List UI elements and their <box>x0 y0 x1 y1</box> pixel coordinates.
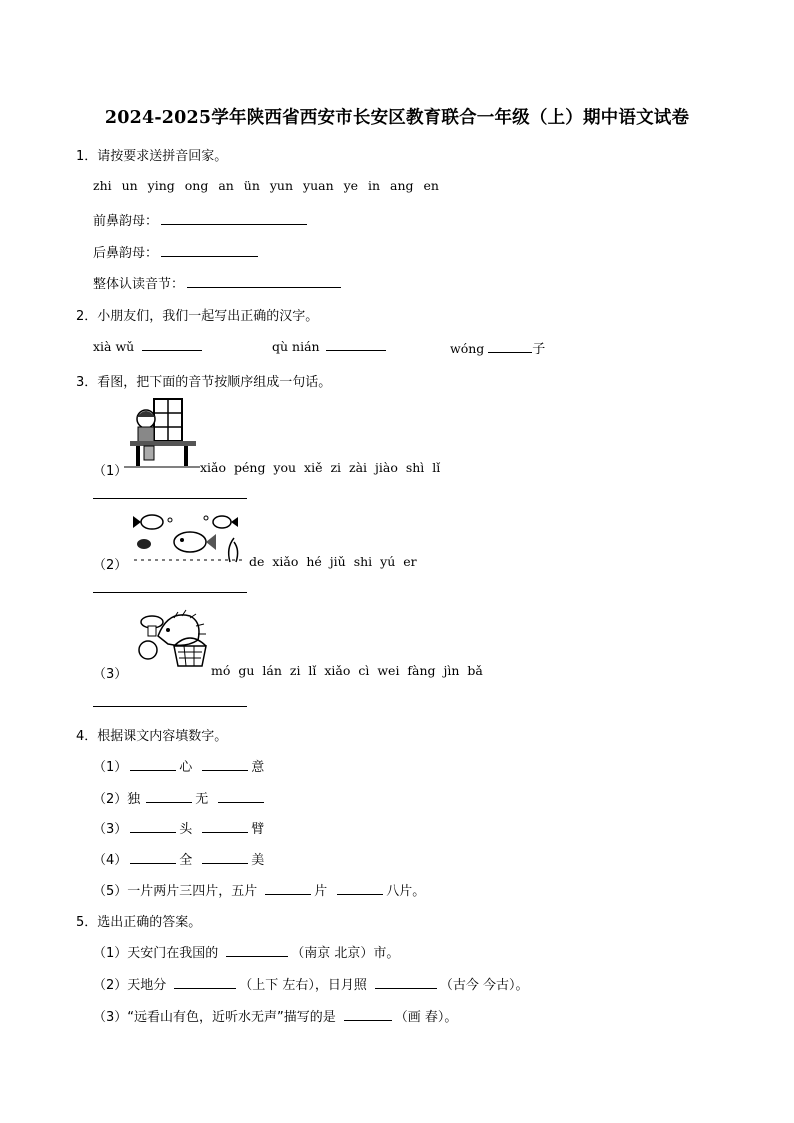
q5-item-1-suffix: （南京 北京）市。 <box>291 946 400 961</box>
q4-item-3-char-a: 头 <box>179 822 193 837</box>
q4-item-1-number: （1） <box>93 760 128 775</box>
q3-sentence-2-number: （2） <box>93 558 128 573</box>
whole-syllable-row <box>93 273 344 292</box>
q4-item-1-char-a: 心 <box>179 760 193 775</box>
q4-item-3 <box>93 818 264 837</box>
child-writing-picture <box>124 397 200 469</box>
question-3-stem: 3．看图，把下面的音节按顺序组成一句话。 <box>76 375 332 390</box>
question-5-stem: 5．选出正确的答案。 <box>76 915 202 930</box>
q3-sentence-3-number: （3） <box>93 667 128 682</box>
q4-item-1-blank-b[interactable] <box>202 758 248 771</box>
q4-item-1 <box>93 756 264 775</box>
q2-item-2-pinyin: qù nián <box>272 339 320 354</box>
q3-sentence-1 <box>93 460 441 479</box>
whole-syllable-blank[interactable] <box>187 275 341 288</box>
q4-item-2 <box>93 788 267 807</box>
q5-item-3-prefix: （3）“远看山有色，近听水无声”描写的是 <box>93 1010 336 1025</box>
q5-item-2-middle: （上下 左右），日月照 <box>239 978 367 993</box>
q4-item-3-blank-a[interactable] <box>130 820 176 833</box>
q5-item-1-prefix: （1）天安门在我国的 <box>93 946 219 961</box>
q5-item-3-blank[interactable] <box>344 1008 392 1021</box>
q2-item-1-blank[interactable] <box>142 338 202 351</box>
q5-item-3 <box>93 1006 457 1025</box>
q3-sentence-1-number: （1） <box>93 464 128 479</box>
q4-item-3-char-b: 臂 <box>251 822 265 837</box>
q2-item-2-blank[interactable] <box>326 338 386 351</box>
q2-item-1 <box>93 338 205 355</box>
q5-item-3-suffix: （画 春）。 <box>394 1010 458 1025</box>
q4-item-5-blank-a[interactable] <box>265 882 311 895</box>
q4-item-3-blank-b[interactable] <box>202 820 248 833</box>
q4-item-4 <box>93 849 264 868</box>
q4-item-3-number: （3） <box>93 822 128 837</box>
q5-item-2-prefix: （2）天地分 <box>93 978 167 993</box>
whole-syllable-label: 整体认读音节： <box>93 277 185 292</box>
q5-item-2-suffix: （古今 今古）。 <box>439 978 529 993</box>
q4-item-4-char-a: 全 <box>179 853 193 868</box>
q5-item-2-blank-b[interactable] <box>375 976 437 989</box>
q4-item-5-blank-b[interactable] <box>337 882 383 895</box>
q5-item-1 <box>93 942 399 961</box>
back-nasal-row <box>93 242 261 261</box>
q3-sentence-3 <box>93 663 483 682</box>
front-nasal-label: 前鼻韵母： <box>93 214 159 229</box>
q5-item-2 <box>93 974 529 993</box>
q4-item-4-char-b: 美 <box>251 853 265 868</box>
q2-item-3-blank[interactable] <box>488 340 532 353</box>
q4-item-4-blank-a[interactable] <box>130 851 176 864</box>
q3-answer-line-2[interactable] <box>93 592 247 593</box>
q5-item-2-blank-a[interactable] <box>174 976 236 989</box>
q4-item-1-blank-a[interactable] <box>130 758 176 771</box>
back-nasal-label: 后鼻韵母： <box>93 246 159 261</box>
q2-item-3 <box>450 338 545 357</box>
question-1-stem: 1．请按要求送拼音回家。 <box>76 149 228 164</box>
question-4-stem: 4．根据课文内容填数字。 <box>76 729 228 744</box>
q4-item-2-number: （2）独 <box>93 792 141 807</box>
q4-item-4-blank-b[interactable] <box>202 851 248 864</box>
question-2-stem: 2．小朋友们，我们一起写出正确的汉字。 <box>76 309 319 324</box>
q4-item-2-blank-b[interactable] <box>218 790 264 803</box>
q3-sentence-1-pinyin: xiǎo péng you xiě zi zài jiào shì lǐ <box>200 460 441 475</box>
q4-item-2-blank-a[interactable] <box>146 790 192 803</box>
q4-item-1-char-b: 意 <box>251 760 265 775</box>
q3-sentence-2-pinyin: de xiǎo hé jiǔ shi yú er <box>249 554 417 569</box>
q4-item-5-suffix: 八片。 <box>386 884 426 899</box>
q5-item-1-blank[interactable] <box>226 944 288 957</box>
q4-item-4-number: （4） <box>93 853 128 868</box>
q3-answer-line-1[interactable] <box>93 498 247 499</box>
q2-item-3-pinyin: wóng <box>450 341 485 356</box>
pinyin-list: zhi un ying ong an ün yun yuan ye in ang en <box>93 178 439 193</box>
page-title: 2024-2025学年陕西省西安市长安区教育联合一年级（上）期中语文试卷 <box>104 108 690 128</box>
q3-sentence-2 <box>93 554 417 573</box>
q4-item-5-char-a: 片 <box>314 884 328 899</box>
q2-item-2 <box>272 338 389 355</box>
q4-item-5 <box>93 880 425 899</box>
front-nasal-row <box>93 210 310 229</box>
hedgehog-picture <box>128 606 212 668</box>
fish-picture <box>130 508 246 564</box>
q4-item-2-char-a: 无 <box>195 792 209 807</box>
front-nasal-blank[interactable] <box>161 212 307 225</box>
q4-item-5-prefix: （5）一片两片三四片，五片 <box>93 884 258 899</box>
back-nasal-blank[interactable] <box>161 244 258 257</box>
q3-sentence-3-pinyin: mó gu lán zi lǐ xiǎo cì wei fàng jìn bǎ <box>211 663 483 678</box>
q2-item-3-suffix: 子 <box>532 342 546 357</box>
q3-answer-line-3[interactable] <box>93 706 247 707</box>
q2-item-1-pinyin: xià wǔ <box>93 339 135 354</box>
